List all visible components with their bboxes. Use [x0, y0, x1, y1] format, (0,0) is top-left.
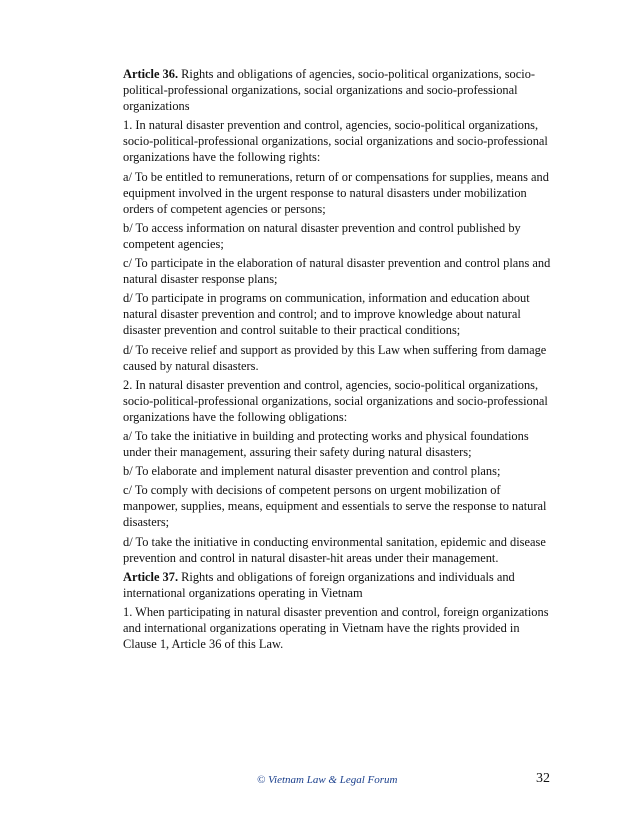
article-36-clause-1-item: d/ To receive relief and support as provided by this Law when suffering from damage caused by natural disasters.	[123, 342, 547, 373]
page-number: 32	[536, 771, 550, 786]
article-36-clause-1-intro: 1. In natural disaster prevention and control, agencies, socio-political organizations, socio-political-professional organizations, social organizations and socio-professional organizations have the following rights:	[123, 118, 548, 165]
footer-credit: © Vietnam Law & Legal Forum	[257, 774, 398, 786]
article-36-clause-1-item: b/ To access information on natural disaster prevention and control published by competent agencies;	[123, 220, 521, 251]
article-36-heading	[123, 66, 554, 114]
article-36-clause-2-item: c/ To comply with decisions of competent persons on urgent mobilization of manpower, supplies, means, equipment and essentials to serve the response to natural disasters;	[123, 483, 547, 530]
article-36-clause-2-item: d/ To take the initiative in conducting environmental sanitation, epidemic and disease prevention and control in natural disaster-hit areas under their management.	[123, 534, 546, 565]
article-37-clause-1: 1. When participating in natural disaster prevention and control, foreign organizations and international organizations operating in Vietnam have the rights provided in Clause 1, Article 36 of this Law.	[123, 604, 549, 652]
article-36-clause-1-item: a/ To be entitled to remunerations, return of or compensations for supplies, means and equipment involved in the urgent response to natural disasters under mobilization orders of competent agencies or persons;	[123, 169, 549, 216]
article-37-number: Article 37.	[123, 569, 179, 584]
article-37-title: Rights and obligations of foreign organizations and individuals and international organizations operating in Vietnam	[123, 569, 515, 600]
document-body	[123, 66, 554, 655]
article-36-number: Article 36.	[123, 67, 179, 81]
article-36-clause-2-item: a/ To take the initiative in building and protecting works and physical foundations under their management, assuring their safety during natural disasters;	[123, 428, 529, 460]
article-36-clause-2-item: b/ To elaborate and implement natural disaster prevention and control plans;	[123, 464, 501, 479]
article-36-title: Rights and obligations of agencies, socio-political organizations, socio-political-professional organizations, social organizations and socio-professional organizations	[123, 67, 536, 114]
article-36-clause-1-item: c/ To participate in the elaboration of natural disaster prevention and control plans and natural disaster response plans;	[123, 256, 551, 287]
article-36-clause-2-intro: 2. In natural disaster prevention and control, agencies, socio-political organizations, socio-political-professional organizations, social organizations and socio-professional organizations have the following obligations:	[123, 377, 548, 424]
article-36-clause-1-item: d/ To participate in programs on communication, information and education about natural disaster prevention and control; and to improve knowledge about natural disaster prevention and control suitable to their practical conditions;	[123, 291, 530, 338]
article-37-heading	[123, 569, 554, 601]
